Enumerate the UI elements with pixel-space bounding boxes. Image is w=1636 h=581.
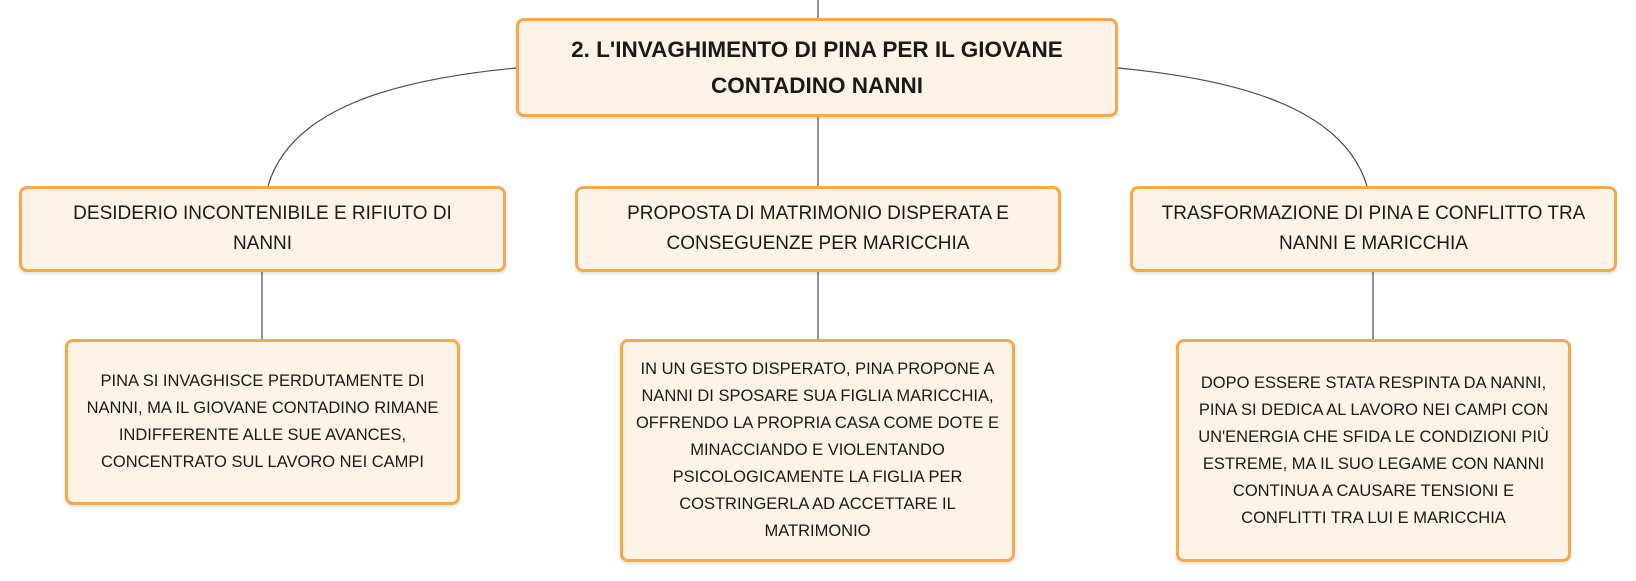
connector-root-to-branch-3 <box>1118 68 1367 186</box>
branch-node-trasformazione[interactable] <box>1130 186 1617 272</box>
root-topic-label: 2. L'INVAGHIMENTO DI PINA PER IL GIOVANE CONTADINO NANNI <box>571 36 1063 98</box>
connector-root-to-branch-1 <box>268 68 516 186</box>
branch-node-proposta[interactable] <box>575 186 1061 272</box>
branch-label: PROPOSTA DI MATRIMONIO DISPERATA E CONSEGUENZE PER MARICCHIA <box>627 203 1009 254</box>
detail-text: IN UN GESTO DISPERATO, PINA PROPONE A NANNI DI SPOSARE SUA FIGLIA MARICCHIA, OFFRENDO LA PROPRIA CASA COME DOTE E MINACCIANDO E VIOLENTANDO PSICOLOGICAMENTE LA FIGLIA PER COSTRINGERLA AD ACCETTARE IL MATRIMONIO <box>635 360 1000 540</box>
detail-node-rifiuto[interactable] <box>65 339 460 505</box>
detail-text: DOPO ESSERE STATA RESPINTA DA NANNI, PINA SI DEDICA AL LAVORO NEI CAMPI CON UN'ENERGIA CHE SFIDA LE CONDIZIONI PIÙ ESTREME, MA IL SUO LEGAME CON NANNI CONTINUA A CAUSARE TENSIONI E CONFLITTI TRA LUI E MARICCHIA <box>1198 373 1549 527</box>
detail-node-proposta[interactable] <box>620 339 1015 562</box>
branch-label: TRASFORMAZIONE DI PINA E CONFLITTO TRA NANNI E MARICCHIA <box>1161 203 1586 254</box>
branch-label: DESIDERIO INCONTENIBILE E RIFIUTO DI NANNI <box>73 203 452 254</box>
root-topic-node[interactable] <box>516 18 1118 117</box>
detail-text: PINA SI INVAGHISCE PERDUTAMENTE DI NANNI, MA IL GIOVANE CONTADINO RIMANE INDIFFERENTE ALLE SUE AVANCES, CONCENTRATO SUL LAVORO NEI CAMPI <box>86 372 439 471</box>
branch-node-rifiuto[interactable] <box>19 186 506 272</box>
detail-node-trasformazione[interactable] <box>1176 339 1571 562</box>
